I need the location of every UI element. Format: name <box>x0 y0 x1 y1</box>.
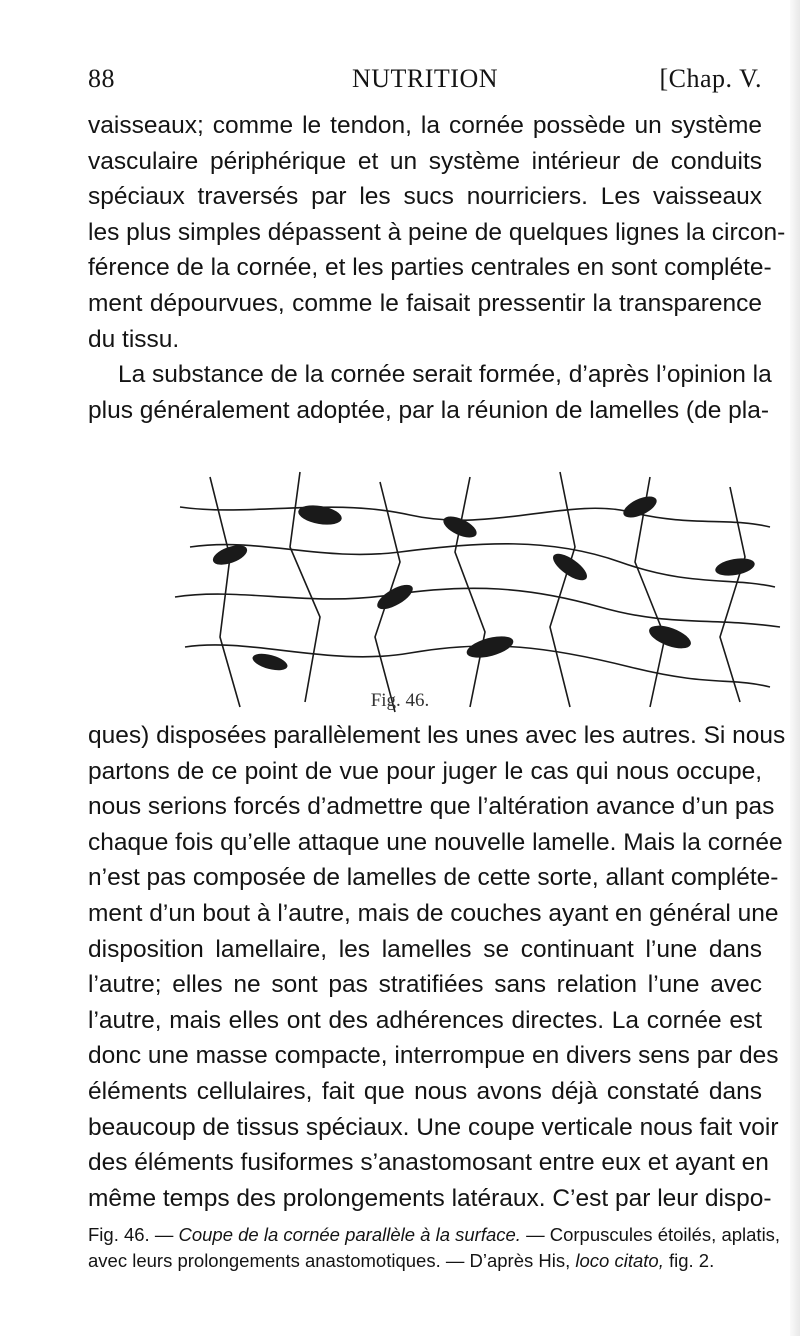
legend-label: Fig. 46. — <box>88 1224 179 1245</box>
text-line: des éléments fusiformes s’anastomosant entre eux et ayant en <box>88 1149 769 1177</box>
text-line: partons de ce point de vue pour juger le cas qui nous occupe, <box>88 757 762 785</box>
legend-description-2: avec leurs prolongements anastomotiques. — D’après His, <box>88 1250 576 1271</box>
text-line: spéciaux traversés par les sucs nourriciers. Les vaisseaux <box>88 183 762 211</box>
text-line: l’autre, mais elles ont des adhérences directes. La cornée est <box>88 1006 762 1034</box>
text-line: beaucoup de tissus spéciaux. Une coupe verticale nous fait voir <box>88 1113 779 1141</box>
text-line: l’autre; elles ne sont pas stratifiées sans relation l’une avec <box>88 971 762 999</box>
paragraph-2 <box>88 357 772 428</box>
text-line: La substance de la cornée serait formée, d’après l’opinion la <box>118 361 772 388</box>
text-line: du tissu. <box>88 325 180 353</box>
text-line: les plus simples dépassent à peine de quelques lignes la circon- <box>88 218 786 246</box>
page-header <box>88 64 762 98</box>
legend-citation: loco citato, <box>575 1250 664 1271</box>
text-line: plus généralement adoptée, par la réunion de lamelles (de pla- <box>88 396 769 424</box>
text-line: donc une masse compacte, interrompue en divers sens par des <box>88 1042 779 1070</box>
text-line: ment dépourvues, comme le faisait pressentir la transparence <box>88 289 762 317</box>
figure-legend <box>88 1222 781 1274</box>
chapter-label: [Chap. V. <box>659 64 762 93</box>
text-line: ment d’un bout à l’autre, mais de couches ayant en général une <box>88 899 779 927</box>
legend-title: Coupe de la cornée parallèle à la surface. <box>178 1224 521 1245</box>
page-number: 88 <box>88 64 115 93</box>
text-line: nous serions forcés d’admettre que l’altération avance d’un pas <box>88 793 775 821</box>
text-line: disposition lamellaire, les lamelles se continuant l’une dans <box>88 935 762 963</box>
text-line: éléments cellulaires, fait que nous avons déjà constaté dans <box>88 1077 762 1105</box>
text-line: chaque fois qu’elle attaque une nouvelle lamelle. Mais la cornée <box>88 828 783 856</box>
page-edge <box>790 0 800 1336</box>
text-line: vasculaire périphérique et un système intérieur de conduits <box>88 147 762 175</box>
text-line: même temps des prolongements latéraux. C’est par leur dispo- <box>88 1184 772 1212</box>
legend-description: — Corpuscules étoilés, aplatis, <box>520 1224 781 1245</box>
figure-caption: Fig. 46. <box>370 690 430 711</box>
legend-line-1 <box>88 1222 781 1248</box>
paragraph-3 <box>88 718 786 1216</box>
text-line: ques) disposées parallèlement les unes avec les autres. Si nous <box>88 722 786 749</box>
text-line: férence de la cornée, et les parties centrales en sont compléte- <box>88 254 772 282</box>
text-line: vaisseaux; comme le tendon, la cornée possède un système <box>88 112 762 139</box>
paragraph-1 <box>88 108 786 357</box>
legend-line-2 <box>88 1248 764 1274</box>
text-line: n’est pas composée de lamelles de cette sorte, allant compléte- <box>88 864 779 892</box>
running-title: NUTRITION <box>351 64 499 93</box>
legend-figure-ref: fig. 2. <box>663 1250 715 1271</box>
